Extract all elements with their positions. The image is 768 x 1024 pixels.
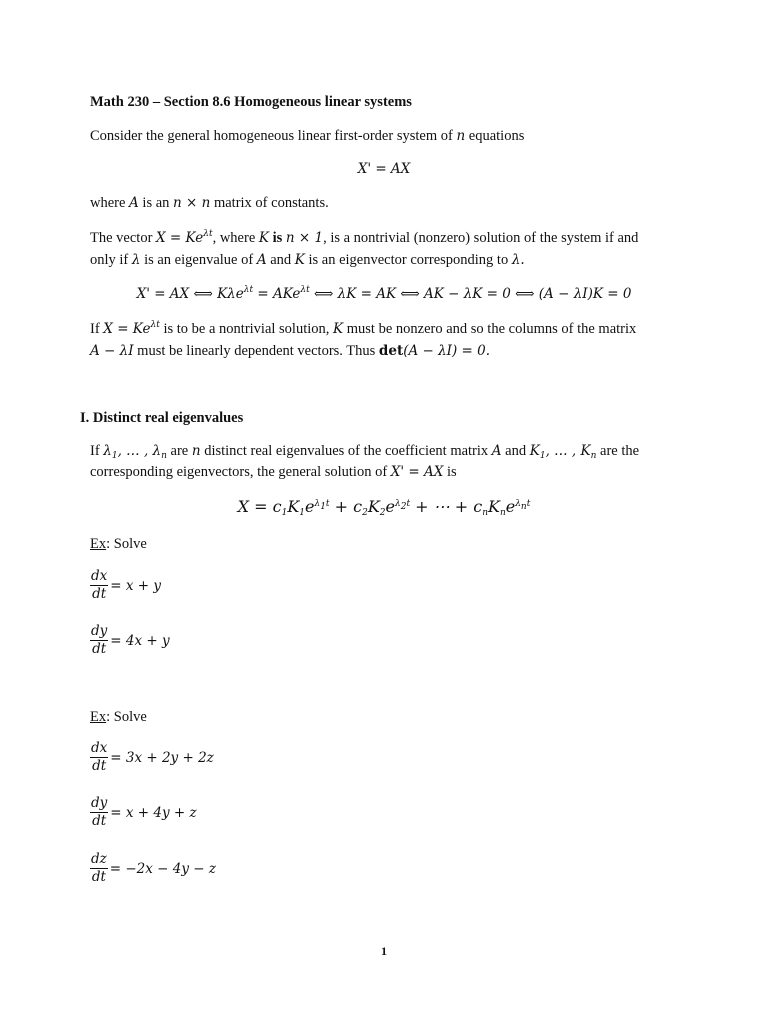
fraction-denominator: dt bbox=[92, 758, 107, 774]
fraction-dy-dt bbox=[90, 795, 108, 830]
system-equation: X' = AX bbox=[357, 161, 411, 177]
nontrivial-det-arg: (A − λI) = 0. bbox=[403, 343, 491, 359]
fraction-denominator: dt bbox=[91, 869, 106, 885]
page-title: Math 230 – Section 8.6 Homogeneous linear systems bbox=[90, 94, 412, 110]
intro-text-end: equations bbox=[468, 128, 525, 144]
example-2-ex: Ex bbox=[90, 709, 107, 725]
intro-var-n: n bbox=[456, 128, 466, 144]
chain-part-1: X' = AX ⟺ Kλe bbox=[136, 286, 244, 302]
nontrivial-matrix: A − λI bbox=[90, 343, 134, 359]
chain-part-2: = AKe bbox=[253, 286, 301, 302]
vector-eigvec-text: is an eigenvector corresponding to bbox=[308, 252, 509, 268]
vector-k: K bbox=[258, 230, 269, 246]
example-2-label bbox=[90, 709, 147, 726]
example-1-prompt: : Solve bbox=[106, 536, 147, 552]
general-solution: $X = c_1K_1e^{\lambda_1t} + c_2K_2e^{\lambda_2t}$ + ⋯ + $c_nK_ne^{\lambda_nt}$ bbox=[237, 497, 531, 518]
example-1-eq-1 bbox=[90, 568, 161, 603]
nontrivial-text: is to be a nontrivial solution, bbox=[163, 321, 330, 337]
vector-a: A bbox=[256, 252, 267, 268]
vector-lambda: λ bbox=[131, 252, 141, 268]
nontrivial-det: det bbox=[378, 343, 404, 359]
example-1-label bbox=[90, 536, 147, 553]
intro-line bbox=[90, 128, 524, 145]
chain-exp-1: λt bbox=[243, 285, 254, 295]
where-mid: is an bbox=[142, 195, 170, 211]
example-2-eq-3 bbox=[90, 851, 216, 886]
nontrivial-line-2 bbox=[90, 343, 490, 360]
example-1-ex: Ex bbox=[90, 536, 107, 552]
vector-expr bbox=[156, 230, 213, 246]
fraction-numerator: dy bbox=[91, 623, 108, 639]
nontrivial-k: K bbox=[333, 321, 344, 337]
vector-line-2 bbox=[90, 252, 525, 269]
vector-rest: , is a nontrivial (nonzero) solution of the system if and bbox=[323, 230, 639, 246]
nontrivial-rest: must be nonzero and so the columns of the matrix bbox=[346, 321, 637, 337]
section-are: are bbox=[170, 443, 189, 459]
fraction-denominator: dt bbox=[92, 641, 107, 657]
intro-text: Consider the general homogeneous linear first-order system of bbox=[90, 128, 453, 144]
equation-rhs: = x + y bbox=[110, 577, 162, 594]
nontrivial-expr-base: X = Ke bbox=[103, 321, 151, 337]
where-var-a: A bbox=[129, 195, 139, 211]
section-distinct: distinct real eigenvalues of the coefficient matrix bbox=[204, 443, 489, 459]
vector-where: , where bbox=[212, 230, 256, 246]
section-heading: I. Distinct real eigenvalues bbox=[80, 410, 244, 426]
where-end: matrix of constants. bbox=[213, 195, 329, 211]
where-dim: n × n bbox=[173, 195, 211, 211]
vector-text: The vector bbox=[90, 230, 153, 246]
nontrivial-line-1 bbox=[90, 321, 636, 338]
vector-line-1 bbox=[90, 230, 638, 247]
equation-rhs: = x + 4y + z bbox=[110, 804, 197, 821]
section-n: n bbox=[191, 443, 201, 459]
where-text: where bbox=[90, 195, 126, 211]
example-2-eq-2 bbox=[90, 795, 197, 830]
example-1-eq-2 bbox=[90, 623, 170, 658]
fraction-dy-dt bbox=[90, 623, 108, 658]
nontrivial-expr bbox=[103, 321, 160, 337]
section-are-the: are the bbox=[600, 443, 640, 459]
page-number: 1 bbox=[381, 944, 387, 958]
vector-dim: n × 1 bbox=[285, 230, 324, 246]
section-if: If bbox=[90, 443, 100, 459]
where-line bbox=[90, 195, 329, 212]
vector-only-if: only if bbox=[90, 252, 129, 268]
fraction-dx-dt bbox=[90, 740, 108, 775]
fraction-numerator: dx bbox=[91, 740, 108, 756]
nontrivial-if: If bbox=[90, 321, 100, 337]
example-2-eq-1 bbox=[90, 740, 214, 775]
vector-expr-base: X = Ke bbox=[156, 230, 204, 246]
section-is: is bbox=[447, 464, 457, 480]
section-and: and bbox=[505, 443, 527, 459]
equation-rhs: = 3x + 2y + 2z bbox=[110, 749, 214, 766]
vector-and: and bbox=[270, 252, 292, 268]
eigen-list: $\lambda_1$, … , $\lambda_n$ bbox=[103, 443, 167, 461]
fraction-denominator: dt bbox=[92, 586, 107, 602]
vector-k2: K bbox=[294, 252, 305, 268]
nontrivial-dependent: must be linearly dependent vectors. Thus bbox=[137, 343, 376, 359]
section-a: A bbox=[491, 443, 502, 459]
chain-part-3: ⟺ λK = AK ⟺ AK − λK = 0 ⟺ (A − λI)K = 0 bbox=[309, 286, 632, 302]
example-2-prompt: : Solve bbox=[106, 709, 147, 725]
fraction-dz-dt bbox=[90, 851, 108, 886]
equation-rhs: = 4x + y bbox=[110, 632, 170, 649]
chain-exp-2: λt bbox=[300, 285, 310, 295]
eigvec-list: $K_1$, … , $K_n$ bbox=[529, 443, 597, 461]
vector-is: is bbox=[272, 230, 283, 246]
fraction-numerator: dy bbox=[91, 795, 108, 811]
fraction-numerator: dz bbox=[91, 851, 107, 867]
vector-lambda2: λ. bbox=[511, 252, 525, 268]
fraction-dx-dt bbox=[90, 568, 108, 603]
section-line-2 bbox=[90, 464, 457, 481]
fraction-numerator: dx bbox=[91, 568, 108, 584]
fraction-denominator: dt bbox=[92, 813, 107, 829]
equation-rhs: = −2x − 4y − z bbox=[109, 860, 216, 877]
vector-expr-exp: λt bbox=[203, 229, 213, 239]
section-line-1 bbox=[90, 443, 639, 460]
nontrivial-expr-exp: λt bbox=[150, 320, 160, 330]
section-system: X' = AX bbox=[390, 464, 444, 480]
vector-eig-text: is an eigenvalue of bbox=[144, 252, 254, 268]
section-corresponding: corresponding eigenvectors, the general solution of bbox=[90, 464, 388, 480]
equivalence-chain bbox=[0, 286, 768, 302]
